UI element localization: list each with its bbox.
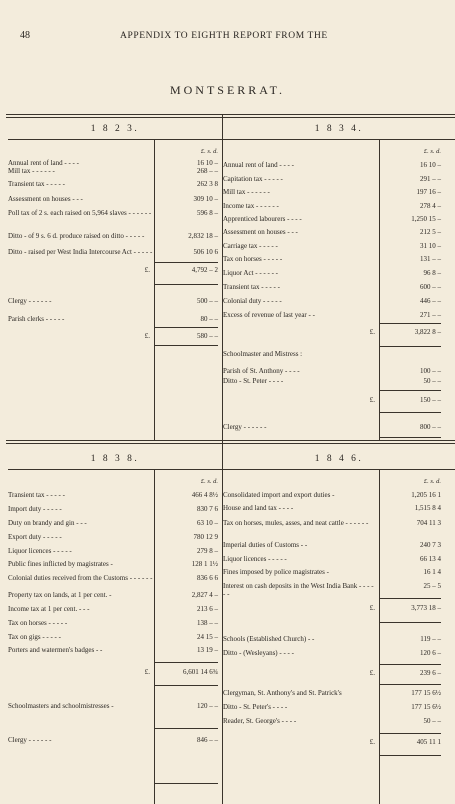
total-label: £. [369, 604, 375, 612]
row-label: Property tax on lands, at 1 per cent. - [8, 591, 112, 599]
row-value: 120 – – [197, 702, 218, 710]
row-label: Colonial duty - - - - - [223, 297, 282, 305]
row-value: 131 – – [420, 255, 441, 263]
sum-rule [154, 728, 218, 729]
year-heading-rule [223, 469, 455, 470]
row-value: 2,832 18 – [188, 232, 218, 240]
year-heading-rule [223, 139, 455, 140]
row-value: 278 4 – [420, 202, 441, 210]
row-value: 13 19 – [197, 646, 218, 654]
row-label: Assessment on houses - - - [8, 195, 83, 203]
row-value: 50 – – [423, 717, 441, 725]
row-value: 177 15 6½ [411, 703, 441, 711]
period-divider-rule-inner [6, 443, 455, 444]
row-label: Colonial duties received from the Customs - - - - - - [8, 574, 153, 582]
row-label: Fines imposed by police magistrates - [223, 568, 329, 576]
row-value: 466 4 8½ [191, 491, 218, 499]
row-value: 63 10 – [197, 519, 218, 527]
sum-rule [154, 327, 218, 328]
sum-rule [379, 684, 441, 685]
row-value: 24 15 – [197, 633, 218, 641]
row-label: Export duty - - - - - [8, 533, 62, 541]
row-value: 25 – 5 [423, 582, 441, 590]
year-heading-rule [8, 469, 222, 470]
sum-rule [379, 346, 441, 347]
row-label: Clergy - - - - - - [223, 423, 267, 431]
row-label: Clergy - - - - - - [8, 297, 52, 305]
total-value: 239 6 – [420, 669, 441, 677]
row-value: 600 – – [420, 283, 441, 291]
total-value: 150 – – [420, 396, 441, 404]
row-label: Interest on cash deposits in the West India Bank - - - - - - [223, 582, 374, 598]
total-label: £. [144, 668, 150, 676]
row-label: Poll tax of 2 s. each raised on 5,964 slaves - - - - - - [8, 209, 152, 217]
total-value: 580 – – [197, 332, 218, 340]
row-label: Schoolmasters and schoolmistresses - [8, 702, 114, 710]
sum-rule [379, 412, 441, 413]
currency-header: £. s. d. [200, 148, 218, 155]
row-label: Reader, St. George's - - - - [223, 717, 297, 725]
row-label: Ditto - (Wesleyans) - - - - [223, 649, 294, 657]
row-label: Capitation tax - - - - - [223, 175, 283, 183]
period-divider-rule [6, 440, 455, 441]
currency-header: £. s. d. [423, 478, 441, 485]
sum-rule [154, 685, 218, 686]
amount-column-rule [379, 139, 380, 440]
row-label: Carriage tax - - - - - [223, 242, 278, 250]
row-label: House and land tax - - - - [223, 504, 294, 512]
row-label: Clergyman, St. Anthony's and St. Patrick's [223, 689, 342, 697]
currency-header: £. s. d. [200, 478, 218, 485]
row-value: 500 – – [197, 297, 218, 305]
sum-rule [379, 390, 441, 391]
row-label: Annual rent of land - - - - [223, 161, 294, 169]
amount-column-rule [154, 139, 155, 440]
table-top-rule [6, 114, 455, 115]
row-value: 213 6 – [197, 605, 218, 613]
total-value: 3,773 18 – [411, 604, 441, 612]
row-label: Assessment on houses - - - [223, 228, 298, 236]
sum-rule [379, 437, 441, 438]
sum-rule [154, 284, 218, 285]
row-label: Parish clerks - - - - - [8, 315, 65, 323]
row-value: 197 16 – [416, 188, 441, 196]
row-label: Import duty - - - - - [8, 505, 62, 513]
row-value: 279 8 – [197, 547, 218, 555]
year-heading-rule [8, 139, 222, 140]
row-value: 506 10 6 [193, 248, 218, 256]
row-value: 704 11 3 [416, 519, 441, 527]
total-value: 4,792 – 2 [191, 266, 218, 274]
row-label: Schools (Established Church) - - [223, 635, 315, 643]
row-label: Excess of revenue of last year - - [223, 311, 315, 319]
row-label: Income tax at 1 per cent. - - - [8, 605, 90, 613]
row-value: 212 5 – [420, 228, 441, 236]
year-heading: 1 8 3 8. [90, 454, 140, 464]
row-label: Schoolmaster and Mistress : [223, 350, 303, 358]
row-value: 120 6 – [420, 649, 441, 657]
total-label: £. [144, 266, 150, 274]
row-label: Ditto - raised per West India Intercourse Act - - - - - [8, 248, 153, 256]
row-value: 96 8 – [423, 269, 441, 277]
row-label: Tax on horses, mules, asses, and neat cattle - - - - - - [223, 519, 369, 527]
row-label: Clergy - - - - - - [8, 736, 52, 744]
row-value: 271 – – [420, 311, 441, 319]
row-value: 80 – – [200, 315, 218, 323]
total-value: 405 11 1 [416, 738, 441, 746]
row-value: 446 – – [420, 297, 441, 305]
row-label: Public fines inflicted by magistrates - [8, 560, 113, 568]
colony-title: MONTSERRAT. [169, 83, 286, 97]
sum-rule [379, 755, 441, 756]
year-heading: 1 8 4 6. [314, 454, 364, 464]
total-label: £. [369, 669, 375, 677]
sum-rule [379, 664, 441, 665]
row-value: 846 – – [197, 736, 218, 744]
row-value: 309 10 – [193, 195, 218, 203]
sum-rule [154, 783, 218, 784]
year-heading: 1 8 3 4. [314, 124, 364, 134]
row-value: 50 – – [423, 377, 441, 385]
row-value: 2,827 4 – [191, 591, 218, 599]
row-label: Parish of St. Anthony - - - - [223, 367, 300, 375]
sum-rule [379, 323, 441, 324]
row-label: Transient tax - - - - - [8, 180, 65, 188]
currency-header: £. s. d. [423, 148, 441, 155]
row-value: 240 7 3 [420, 541, 441, 549]
total-label: £. [369, 396, 375, 404]
sum-rule [379, 733, 441, 734]
row-value: 830 7 6 [197, 505, 218, 513]
row-label: Tax on horses - - - - - [8, 619, 68, 627]
row-value: 66 13 4 [420, 555, 441, 563]
row-label: Annual rent of land - - - - [8, 159, 79, 167]
page-number: 48 [20, 30, 30, 41]
row-label: Ditto - St. Peter - - - - [223, 377, 284, 385]
total-label: £. [369, 328, 375, 336]
row-value: 780 12 9 [193, 533, 218, 541]
row-value: 31 10 – [420, 242, 441, 250]
row-label: Mill tax - - - - - - [223, 188, 270, 196]
row-label: Duty on brandy and gin - - - [8, 519, 87, 527]
row-value: 262 3 8 [197, 180, 218, 188]
sum-rule [154, 662, 218, 663]
amount-column-rule [379, 469, 380, 804]
row-value: 138 – – [197, 619, 218, 627]
amount-column-rule [154, 469, 155, 804]
row-label: Consolidated import and export duties - [223, 491, 335, 499]
row-value: 1,250 15 – [411, 215, 441, 223]
row-value: 1,205 16 1 [411, 491, 441, 499]
sum-rule [154, 345, 218, 346]
row-label: Liquor Act - - - - - - [223, 269, 279, 277]
total-value: 3,822 8 – [414, 328, 441, 336]
row-label: Liquor licences - - - - - [223, 555, 287, 563]
row-label: Transient tax - - - - - [8, 491, 65, 499]
row-label: Mill tax - - - - - - [8, 167, 55, 175]
row-label: Imperial duties of Customs - - [223, 541, 308, 549]
table-top-rule-inner [6, 117, 455, 118]
row-value: 268 – – [197, 167, 218, 175]
row-label: Transient tax - - - - - [223, 283, 280, 291]
row-label: Apprenticed labourers - - - - [223, 215, 302, 223]
row-value: 177 15 6½ [411, 689, 441, 697]
year-heading: 1 8 2 3. [90, 124, 140, 134]
row-value: 16 1 4 [423, 568, 441, 576]
row-value: 836 6 6 [197, 574, 218, 582]
row-value: 291 – – [420, 175, 441, 183]
sum-rule [379, 622, 441, 623]
row-label: Porters and watermen's badges - - [8, 646, 103, 654]
total-label: £. [144, 332, 150, 340]
row-label: Ditto - of 9 s. 6 d. produce raised on ditto - - - - - [8, 232, 145, 240]
row-value: 16 10 – [197, 159, 218, 167]
row-value: 119 – – [420, 635, 441, 643]
running-title: APPENDIX TO EIGHTH REPORT FROM THE [120, 31, 328, 41]
row-value: 1,515 8 4 [414, 504, 441, 512]
row-label: Income tax - - - - - - [223, 202, 279, 210]
total-value: 6,601 14 6¾ [183, 668, 218, 676]
row-value: 100 – – [420, 367, 441, 375]
total-label: £. [369, 738, 375, 746]
row-value: 800 – – [420, 423, 441, 431]
row-label: Liquor licences - - - - - [8, 547, 72, 555]
row-value: 596 8 – [197, 209, 218, 217]
sum-rule [379, 598, 441, 599]
row-label: Ditto - St. Peter's - - - - [223, 703, 288, 711]
sum-rule [154, 262, 218, 263]
row-label: Tax on horses - - - - - [223, 255, 283, 263]
row-value: 16 10 – [420, 161, 441, 169]
row-label: Tax on gigs - - - - - [8, 633, 61, 641]
row-value: 128 1 1½ [191, 560, 218, 568]
